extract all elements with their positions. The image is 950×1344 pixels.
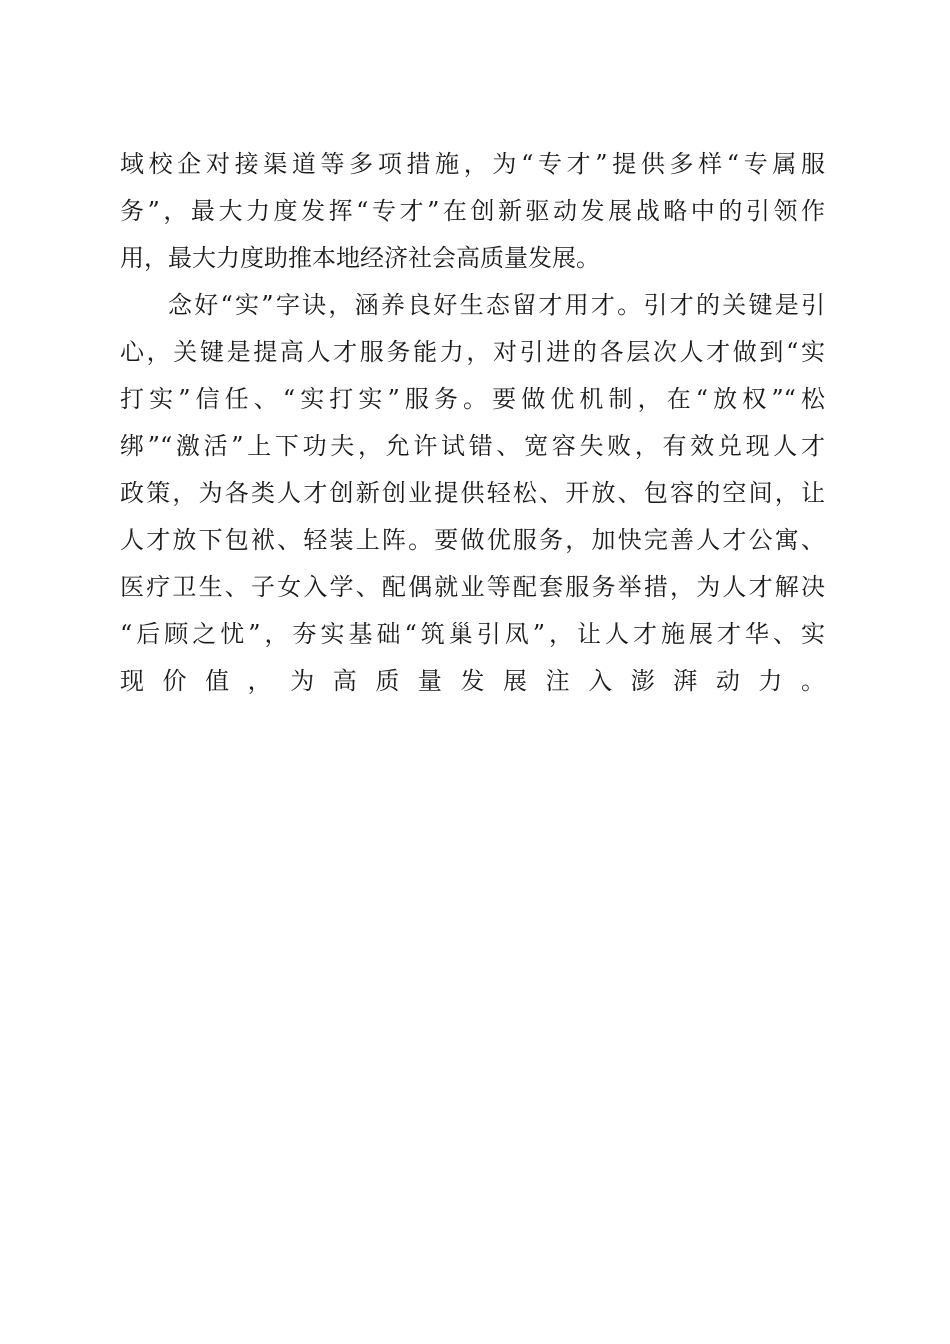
- paragraph-2: [120, 282, 825, 752]
- text-line: 打实”信任、“实打实”服务。要做优机制，在“放权”“松: [120, 385, 825, 413]
- paragraph-1: [120, 141, 825, 282]
- text-line: 绑”“激活”上下功夫，允许试错、宽容失败，有效兑现人才: [120, 432, 825, 460]
- text-line: 用，最大力度助推本地经济社会高质量发展。: [120, 244, 600, 272]
- body-text: [120, 141, 825, 752]
- text-line: [120, 705, 825, 752]
- text-line: 心，关键是提高人才服务能力，对引进的各层次人才做到“实: [120, 338, 825, 366]
- text-line: 念好“实”字诀，涵养良好生态留才用才。引才的关键是引: [168, 291, 825, 319]
- text-line: 现价值，为高质量发展注入澎湃动力。: [120, 667, 825, 695]
- text-line: 政策，为各类人才创新创业提供轻松、开放、包容的空间，让: [120, 479, 825, 507]
- text-line: 域校企对接渠道等多项措施，为“专才”提供多样“专属服: [120, 150, 825, 178]
- text-line: 医疗卫生、子女入学、配偶就业等配套服务举措，为人才解决: [120, 573, 825, 601]
- text-line: 务”，最大力度发挥“专才”在创新驱动发展战略中的引领作: [120, 197, 825, 225]
- text-line: “后顾之忧”，夯实基础“筑巢引凤”，让人才施展才华、实: [120, 620, 825, 648]
- text-line: 人才放下包袱、轻装上阵。要做优服务，加快完善人才公寓、: [120, 526, 825, 554]
